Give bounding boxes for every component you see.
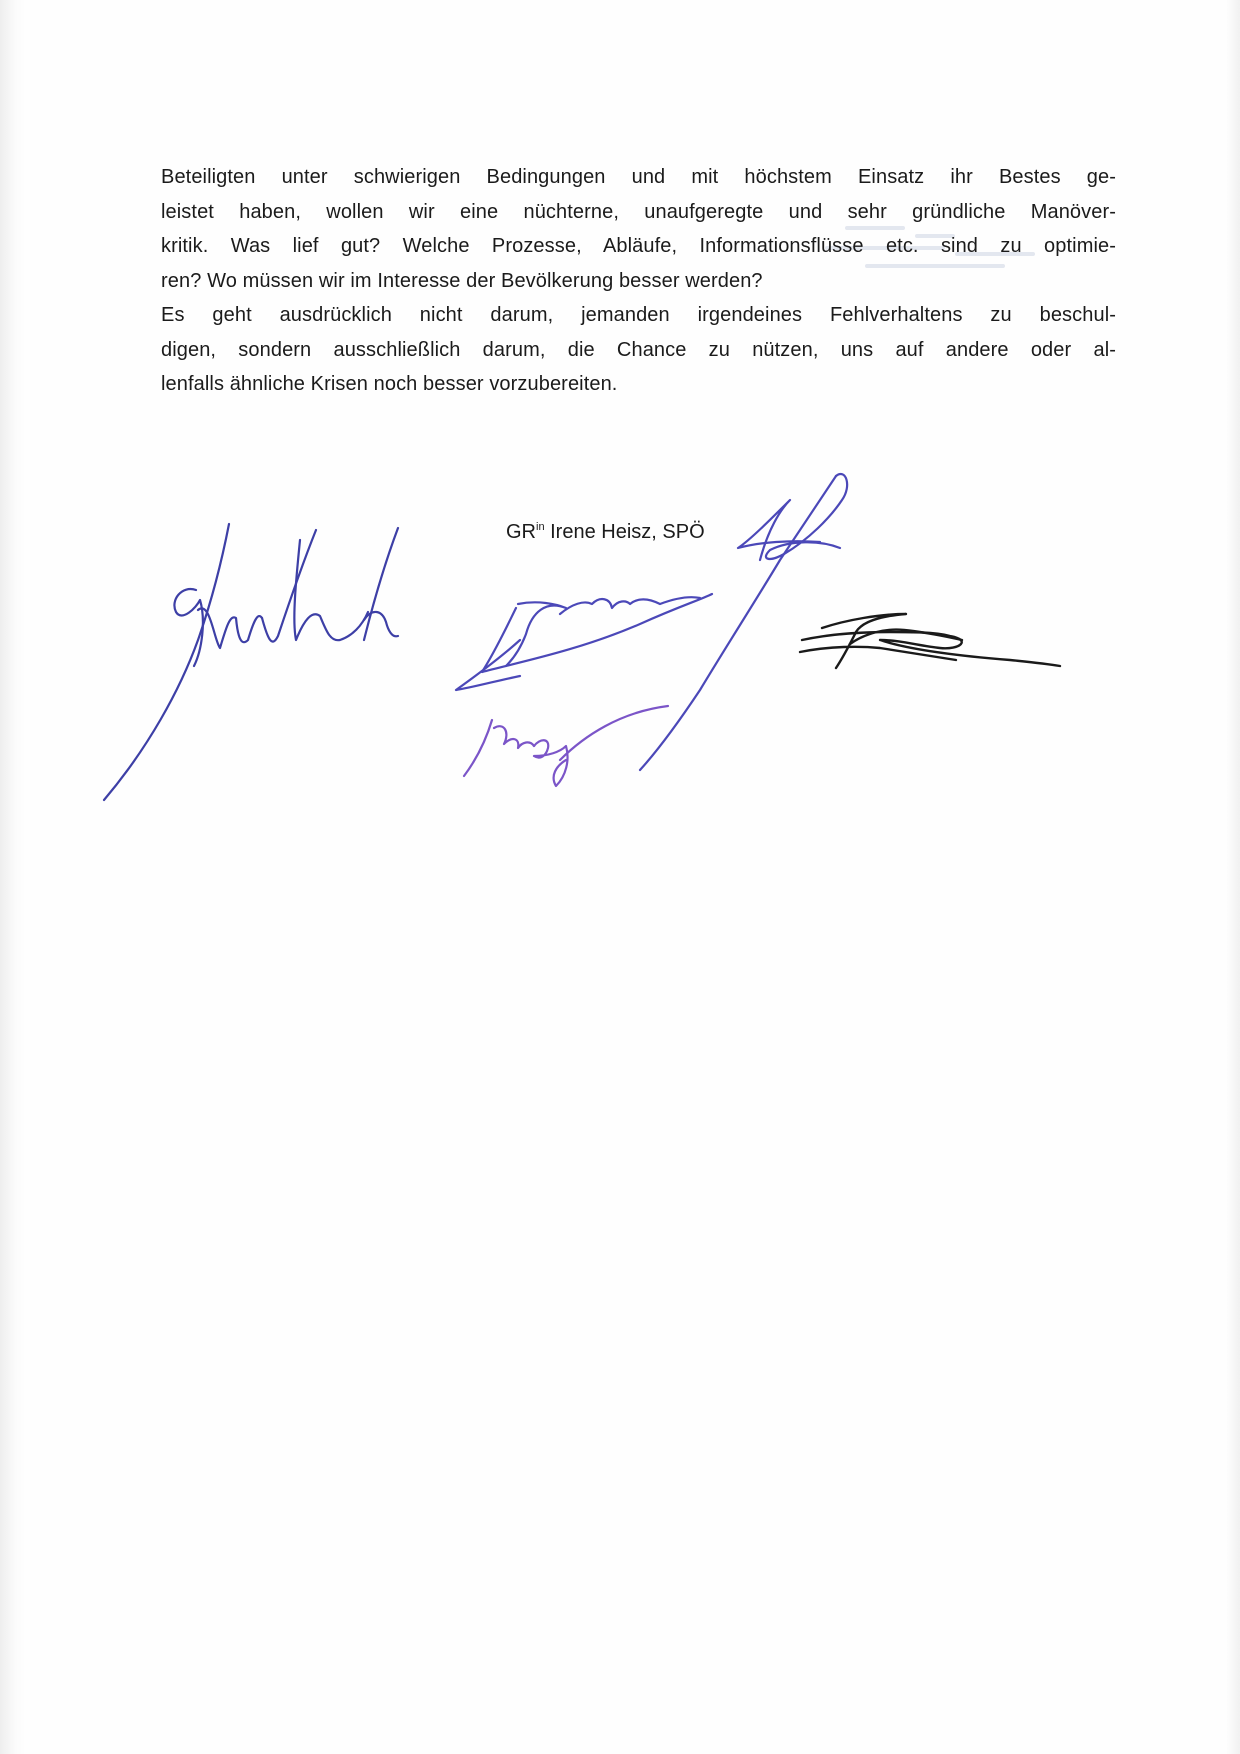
signatory-title: GR <box>506 521 536 543</box>
text-line: Beteiligten unter schwierigen Bedingungen und mit höchstem Einsatz ihr Bestes ge- <box>161 166 1116 188</box>
signature-4 <box>800 614 1060 668</box>
text-line: Es geht ausdrücklich nicht darum, jemanden irgendeines Fehlverhaltens zu beschul- <box>161 304 1116 326</box>
signatory-line <box>506 518 705 546</box>
body-text <box>161 160 1116 402</box>
signatory-name: Irene Heisz, SPÖ <box>550 521 705 543</box>
text-line: lenfalls ähnliche Krisen noch besser vorzubereiten. <box>161 373 618 395</box>
text-line: leistet haben, wollen wir eine nüchterne, unaufgeregte und sehr gründliche Manöver- <box>161 200 1116 223</box>
text-line: digen, sondern ausschließlich darum, die Chance zu nützen, uns auf andere oder al- <box>161 338 1116 361</box>
signature-1 <box>104 524 398 800</box>
signatory-title-superscript: in <box>536 521 545 533</box>
text-line: ren? Wo müssen wir im Interesse der Bevölkerung besser werden? <box>161 269 763 292</box>
paper-edge-left <box>0 0 26 1754</box>
paper-edge-right <box>1226 0 1240 1754</box>
text-line: kritik. Was lief gut? Welche Prozesse, Abläufe, Informationsflüsse etc. sind zu optimie- <box>161 235 1116 257</box>
signature-3 <box>464 706 668 786</box>
